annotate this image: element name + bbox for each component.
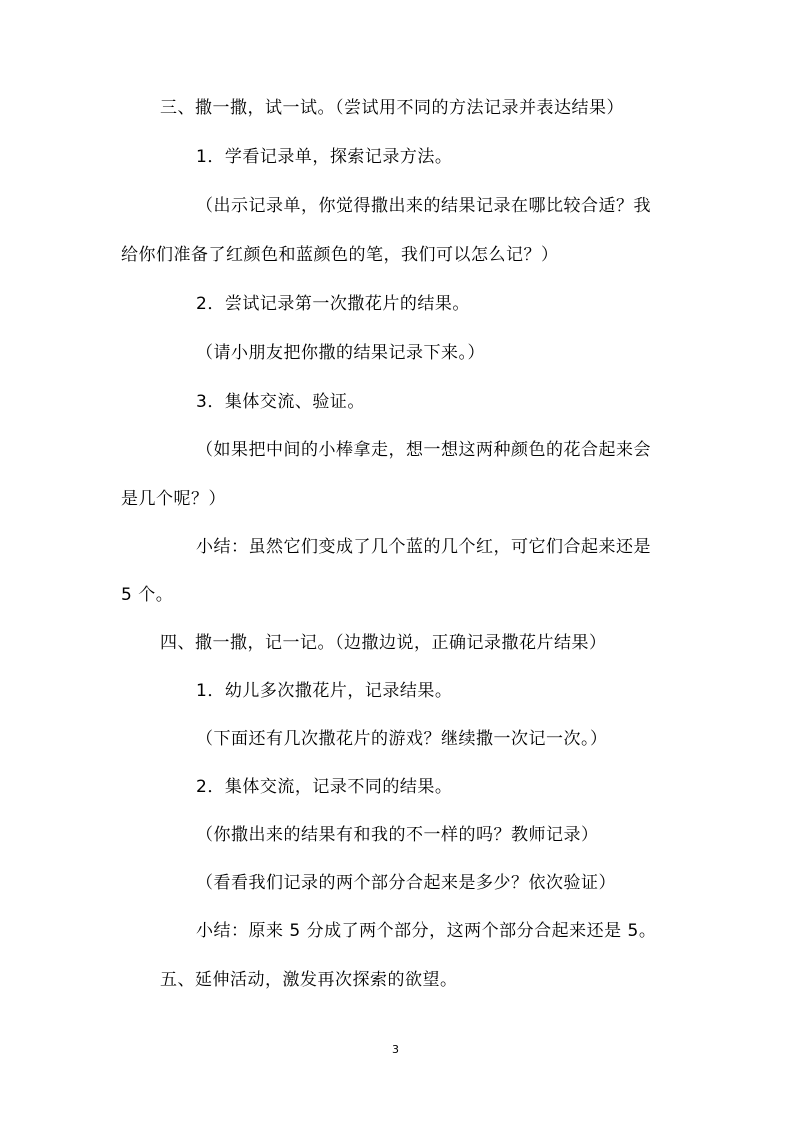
page-number: 3 [392, 1043, 399, 1056]
step-1-text: 1．学看记录单，探索记录方法。 [196, 147, 453, 167]
paragraph-line: 给你们准备了红颜色和蓝颜色的笔，我们可以怎么记？） [121, 245, 559, 265]
paragraph-line: （你撒出来的结果有和我的不一样的吗？教师记录） [196, 825, 599, 845]
paragraph-line: 5 个。 [121, 585, 174, 605]
paragraph-line: （出示记录单，你觉得撒出来的结果记录在哪比较合适？我 [196, 196, 651, 216]
step-1-text: 1．幼儿多次撒花片，记录结果。 [196, 681, 453, 701]
step-2-text: 2．尝试记录第一次撒花片的结果。 [196, 294, 470, 314]
step-3-text: 3．集体交流、验证。 [196, 392, 365, 412]
paragraph-line: 是几个呢？） [121, 489, 226, 509]
section-heading-4: 四、撒一撒，记一记。（边撒边说，正确记录撒花片结果） [160, 633, 607, 653]
paragraph-line: （请小朋友把你撒的结果记录下来。） [196, 343, 485, 363]
summary-text: 小结：原来 5 分成了两个部分，这两个部分合起来还是 5。 [196, 921, 657, 941]
section-heading-5: 五、延伸活动，激发再次探索的欲望。 [160, 970, 458, 990]
paragraph-line: （如果把中间的小棒拿走，想一想这两种颜色的花合起来会 [196, 440, 651, 460]
section-heading-3: 三、撒一撒，试一试。（尝试用不同的方法记录并表达结果） [160, 98, 624, 118]
summary-text: 小结：虽然它们变成了几个蓝的几个红，可它们合起来还是 [196, 537, 651, 557]
step-2-text: 2．集体交流，记录不同的结果。 [196, 777, 453, 797]
paragraph-line: （下面还有几次撒花片的游戏？继续撒一次记一次。） [196, 729, 608, 749]
paragraph-line: （看看我们记录的两个部分合起来是多少？依次验证） [196, 873, 616, 893]
